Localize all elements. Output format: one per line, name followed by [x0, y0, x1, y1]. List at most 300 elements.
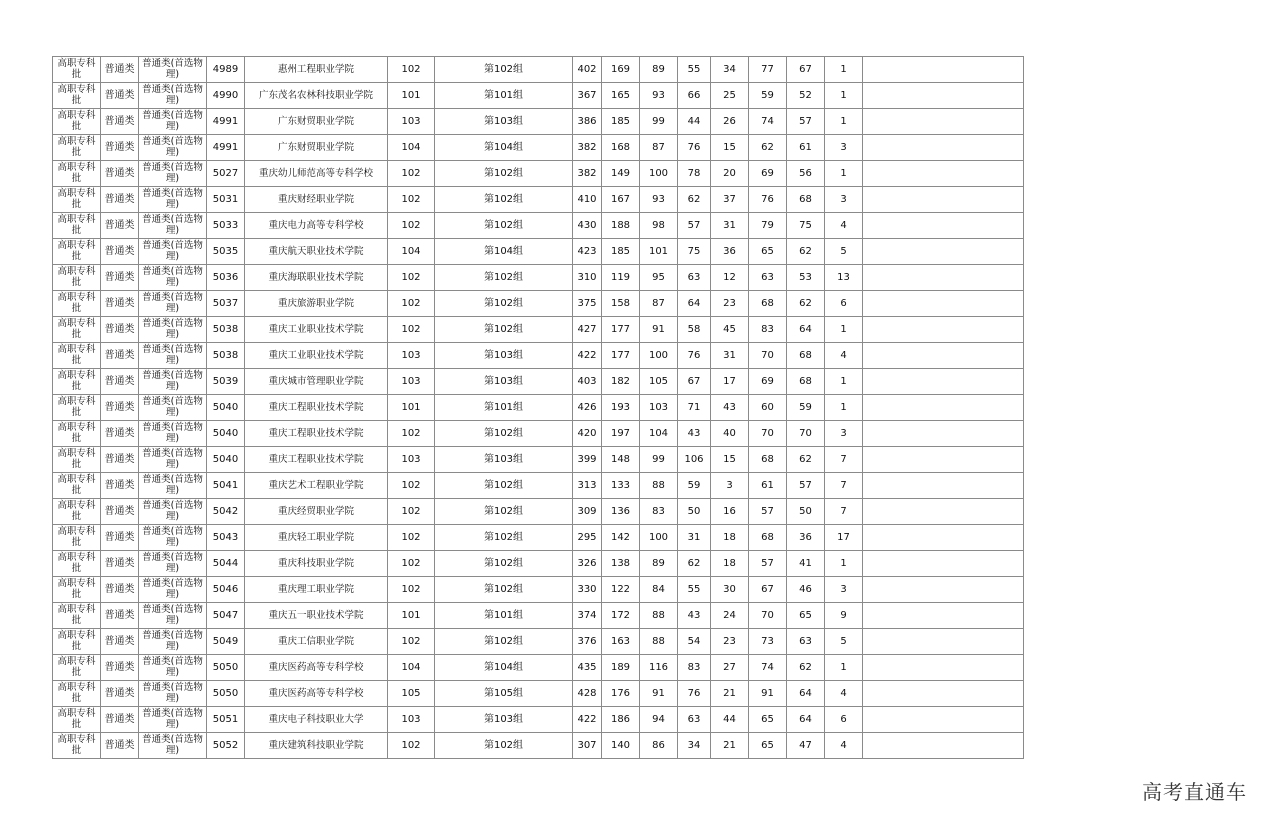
count-cell: 4: [825, 213, 863, 239]
score-col-6-cell: 70: [749, 603, 787, 629]
empty-cell: [863, 447, 1024, 473]
table-row: [53, 681, 1024, 707]
total-score-cell: 427: [573, 317, 602, 343]
subject-type-cell: 普通类(首选物理): [139, 447, 207, 473]
count-cell: 3: [825, 187, 863, 213]
score-col-3-cell: 100: [640, 525, 678, 551]
score-col-2-cell: 182: [602, 369, 640, 395]
school-code-cell: 4990: [207, 83, 245, 109]
table-row: [53, 733, 1024, 759]
score-col-4-cell: 43: [678, 421, 711, 447]
score-col-7-cell: 57: [787, 109, 825, 135]
score-col-4-cell: 55: [678, 57, 711, 83]
category-cell: 普通类: [101, 213, 139, 239]
table-row: [53, 447, 1024, 473]
group-name-cell: 第102组: [435, 551, 573, 577]
score-col-5-cell: 12: [711, 265, 749, 291]
score-col-2-cell: 169: [602, 57, 640, 83]
batch-cell: 高职专科批: [53, 603, 101, 629]
count-cell: 3: [825, 421, 863, 447]
subject-type-cell: 普通类(首选物理): [139, 213, 207, 239]
score-col-3-cell: 99: [640, 109, 678, 135]
score-col-6-cell: 57: [749, 499, 787, 525]
empty-cell: [863, 265, 1024, 291]
batch-cell: 高职专科批: [53, 655, 101, 681]
total-score-cell: 382: [573, 135, 602, 161]
batch-cell: 高职专科批: [53, 187, 101, 213]
group-code-cell: 102: [388, 733, 435, 759]
total-score-cell: 375: [573, 291, 602, 317]
watermark-text: 高考直通车: [1142, 780, 1247, 804]
empty-cell: [863, 109, 1024, 135]
school-name-cell: 重庆工信职业学院: [245, 629, 388, 655]
table-row: [53, 395, 1024, 421]
score-col-2-cell: 197: [602, 421, 640, 447]
school-code-cell: 4989: [207, 57, 245, 83]
empty-cell: [863, 213, 1024, 239]
count-cell: 1: [825, 369, 863, 395]
score-col-6-cell: 67: [749, 577, 787, 603]
count-cell: 6: [825, 707, 863, 733]
category-cell: 普通类: [101, 733, 139, 759]
count-cell: 1: [825, 109, 863, 135]
school-code-cell: 5047: [207, 603, 245, 629]
school-name-cell: 重庆理工职业学院: [245, 577, 388, 603]
group-name-cell: 第102组: [435, 57, 573, 83]
total-score-cell: 367: [573, 83, 602, 109]
subject-type-cell: 普通类(首选物理): [139, 629, 207, 655]
subject-type-cell: 普通类(首选物理): [139, 473, 207, 499]
subject-type-cell: 普通类(首选物理): [139, 577, 207, 603]
school-code-cell: 5044: [207, 551, 245, 577]
school-name-cell: 重庆幼儿师范高等专科学校: [245, 161, 388, 187]
score-col-4-cell: 62: [678, 187, 711, 213]
count-cell: 17: [825, 525, 863, 551]
batch-cell: 高职专科批: [53, 317, 101, 343]
category-cell: 普通类: [101, 603, 139, 629]
score-col-3-cell: 105: [640, 369, 678, 395]
score-col-5-cell: 21: [711, 733, 749, 759]
score-col-4-cell: 64: [678, 291, 711, 317]
group-code-cell: 102: [388, 499, 435, 525]
score-col-3-cell: 91: [640, 681, 678, 707]
group-name-cell: 第103组: [435, 109, 573, 135]
table-row: [53, 707, 1024, 733]
table-row: [53, 473, 1024, 499]
score-col-3-cell: 101: [640, 239, 678, 265]
school-code-cell: 5040: [207, 395, 245, 421]
score-col-4-cell: 66: [678, 83, 711, 109]
score-col-3-cell: 89: [640, 57, 678, 83]
score-col-7-cell: 47: [787, 733, 825, 759]
subject-type-cell: 普通类(首选物理): [139, 187, 207, 213]
batch-cell: 高职专科批: [53, 421, 101, 447]
total-score-cell: 428: [573, 681, 602, 707]
group-code-cell: 102: [388, 317, 435, 343]
category-cell: 普通类: [101, 135, 139, 161]
score-col-7-cell: 68: [787, 343, 825, 369]
category-cell: 普通类: [101, 577, 139, 603]
empty-cell: [863, 239, 1024, 265]
score-col-3-cell: 87: [640, 135, 678, 161]
score-col-2-cell: 168: [602, 135, 640, 161]
group-code-cell: 102: [388, 161, 435, 187]
batch-cell: 高职专科批: [53, 395, 101, 421]
score-col-6-cell: 65: [749, 239, 787, 265]
subject-type-cell: 普通类(首选物理): [139, 57, 207, 83]
batch-cell: 高职专科批: [53, 57, 101, 83]
score-col-6-cell: 68: [749, 291, 787, 317]
score-col-5-cell: 34: [711, 57, 749, 83]
empty-cell: [863, 161, 1024, 187]
score-col-6-cell: 79: [749, 213, 787, 239]
empty-cell: [863, 57, 1024, 83]
score-col-2-cell: 140: [602, 733, 640, 759]
score-col-5-cell: 37: [711, 187, 749, 213]
score-col-5-cell: 26: [711, 109, 749, 135]
count-cell: 6: [825, 291, 863, 317]
total-score-cell: 309: [573, 499, 602, 525]
total-score-cell: 420: [573, 421, 602, 447]
school-code-cell: 5039: [207, 369, 245, 395]
score-col-4-cell: 76: [678, 343, 711, 369]
category-cell: 普通类: [101, 551, 139, 577]
score-col-4-cell: 75: [678, 239, 711, 265]
score-col-7-cell: 41: [787, 551, 825, 577]
batch-cell: 高职专科批: [53, 681, 101, 707]
score-col-5-cell: 25: [711, 83, 749, 109]
group-name-cell: 第102组: [435, 577, 573, 603]
category-cell: 普通类: [101, 421, 139, 447]
category-cell: 普通类: [101, 629, 139, 655]
batch-cell: 高职专科批: [53, 577, 101, 603]
score-col-3-cell: 116: [640, 655, 678, 681]
score-col-5-cell: 24: [711, 603, 749, 629]
subject-type-cell: 普通类(首选物理): [139, 83, 207, 109]
score-col-2-cell: 186: [602, 707, 640, 733]
subject-type-cell: 普通类(首选物理): [139, 291, 207, 317]
batch-cell: 高职专科批: [53, 343, 101, 369]
count-cell: 7: [825, 447, 863, 473]
score-col-3-cell: 100: [640, 161, 678, 187]
school-name-cell: 重庆医药高等专科学校: [245, 655, 388, 681]
score-col-6-cell: 65: [749, 707, 787, 733]
total-score-cell: 326: [573, 551, 602, 577]
score-col-7-cell: 56: [787, 161, 825, 187]
school-name-cell: 重庆财经职业学院: [245, 187, 388, 213]
category-cell: 普通类: [101, 525, 139, 551]
score-col-6-cell: 73: [749, 629, 787, 655]
school-code-cell: 5040: [207, 421, 245, 447]
score-col-6-cell: 69: [749, 161, 787, 187]
score-col-4-cell: 34: [678, 733, 711, 759]
score-col-6-cell: 65: [749, 733, 787, 759]
group-name-cell: 第102组: [435, 473, 573, 499]
score-col-2-cell: 172: [602, 603, 640, 629]
count-cell: 1: [825, 655, 863, 681]
table-row: [53, 629, 1024, 655]
total-score-cell: 435: [573, 655, 602, 681]
score-col-3-cell: 93: [640, 187, 678, 213]
empty-cell: [863, 291, 1024, 317]
batch-cell: 高职专科批: [53, 135, 101, 161]
school-code-cell: 5038: [207, 343, 245, 369]
group-code-cell: 102: [388, 57, 435, 83]
category-cell: 普通类: [101, 447, 139, 473]
table-body: [53, 57, 1024, 759]
count-cell: 1: [825, 161, 863, 187]
table-row: [53, 369, 1024, 395]
group-code-cell: 102: [388, 213, 435, 239]
category-cell: 普通类: [101, 57, 139, 83]
school-code-cell: 5049: [207, 629, 245, 655]
school-code-cell: 5050: [207, 681, 245, 707]
score-col-5-cell: 30: [711, 577, 749, 603]
score-col-3-cell: 99: [640, 447, 678, 473]
score-col-7-cell: 53: [787, 265, 825, 291]
group-code-cell: 101: [388, 83, 435, 109]
category-cell: 普通类: [101, 265, 139, 291]
score-col-5-cell: 36: [711, 239, 749, 265]
score-col-2-cell: 189: [602, 655, 640, 681]
group-code-cell: 102: [388, 629, 435, 655]
group-name-cell: 第102组: [435, 213, 573, 239]
subject-type-cell: 普通类(首选物理): [139, 135, 207, 161]
score-col-6-cell: 62: [749, 135, 787, 161]
subject-type-cell: 普通类(首选物理): [139, 109, 207, 135]
school-code-cell: 5036: [207, 265, 245, 291]
score-col-4-cell: 76: [678, 681, 711, 707]
count-cell: 1: [825, 395, 863, 421]
table-row: [53, 109, 1024, 135]
score-col-6-cell: 61: [749, 473, 787, 499]
group-name-cell: 第104组: [435, 135, 573, 161]
school-code-cell: 5052: [207, 733, 245, 759]
subject-type-cell: 普通类(首选物理): [139, 707, 207, 733]
batch-cell: 高职专科批: [53, 551, 101, 577]
table-row: [53, 577, 1024, 603]
score-col-7-cell: 62: [787, 291, 825, 317]
score-col-5-cell: 40: [711, 421, 749, 447]
subject-type-cell: 普通类(首选物理): [139, 317, 207, 343]
group-code-cell: 103: [388, 109, 435, 135]
school-code-cell: 5038: [207, 317, 245, 343]
school-name-cell: 广东财贸职业学院: [245, 109, 388, 135]
group-name-cell: 第102组: [435, 733, 573, 759]
school-name-cell: 广东财贸职业学院: [245, 135, 388, 161]
score-col-6-cell: 59: [749, 83, 787, 109]
subject-type-cell: 普通类(首选物理): [139, 421, 207, 447]
total-score-cell: 426: [573, 395, 602, 421]
score-col-4-cell: 67: [678, 369, 711, 395]
table-row: [53, 317, 1024, 343]
empty-cell: [863, 473, 1024, 499]
score-col-2-cell: 193: [602, 395, 640, 421]
school-code-cell: 5033: [207, 213, 245, 239]
table-row: [53, 655, 1024, 681]
score-col-6-cell: 74: [749, 109, 787, 135]
score-col-7-cell: 46: [787, 577, 825, 603]
count-cell: 1: [825, 317, 863, 343]
table-row: [53, 525, 1024, 551]
group-code-cell: 104: [388, 135, 435, 161]
score-col-5-cell: 20: [711, 161, 749, 187]
subject-type-cell: 普通类(首选物理): [139, 395, 207, 421]
total-score-cell: 403: [573, 369, 602, 395]
empty-cell: [863, 421, 1024, 447]
score-col-5-cell: 23: [711, 629, 749, 655]
score-col-7-cell: 64: [787, 317, 825, 343]
school-name-cell: 重庆艺术工程职业学院: [245, 473, 388, 499]
group-name-cell: 第103组: [435, 369, 573, 395]
count-cell: 7: [825, 499, 863, 525]
score-col-2-cell: 122: [602, 577, 640, 603]
score-col-2-cell: 167: [602, 187, 640, 213]
school-name-cell: 广东茂名农林科技职业学院: [245, 83, 388, 109]
score-col-3-cell: 93: [640, 83, 678, 109]
empty-cell: [863, 551, 1024, 577]
empty-cell: [863, 369, 1024, 395]
score-col-5-cell: 43: [711, 395, 749, 421]
total-score-cell: 430: [573, 213, 602, 239]
count-cell: 13: [825, 265, 863, 291]
score-col-2-cell: 163: [602, 629, 640, 655]
category-cell: 普通类: [101, 161, 139, 187]
score-col-6-cell: 60: [749, 395, 787, 421]
score-col-3-cell: 87: [640, 291, 678, 317]
score-col-5-cell: 15: [711, 447, 749, 473]
school-code-cell: 4991: [207, 109, 245, 135]
score-col-6-cell: 70: [749, 343, 787, 369]
score-col-5-cell: 18: [711, 525, 749, 551]
group-code-cell: 101: [388, 603, 435, 629]
group-code-cell: 103: [388, 707, 435, 733]
score-col-3-cell: 100: [640, 343, 678, 369]
total-score-cell: 295: [573, 525, 602, 551]
score-col-7-cell: 59: [787, 395, 825, 421]
category-cell: 普通类: [101, 239, 139, 265]
score-col-4-cell: 57: [678, 213, 711, 239]
score-col-3-cell: 88: [640, 603, 678, 629]
score-col-3-cell: 83: [640, 499, 678, 525]
score-col-5-cell: 44: [711, 707, 749, 733]
score-col-3-cell: 98: [640, 213, 678, 239]
score-col-3-cell: 88: [640, 473, 678, 499]
school-name-cell: 重庆电子科技职业大学: [245, 707, 388, 733]
subject-type-cell: 普通类(首选物理): [139, 525, 207, 551]
school-name-cell: 重庆海联职业技术学院: [245, 265, 388, 291]
school-name-cell: 重庆航天职业技术学院: [245, 239, 388, 265]
group-code-cell: 102: [388, 265, 435, 291]
score-col-2-cell: 158: [602, 291, 640, 317]
score-col-4-cell: 58: [678, 317, 711, 343]
score-col-7-cell: 62: [787, 655, 825, 681]
empty-cell: [863, 655, 1024, 681]
school-name-cell: 重庆经贸职业学院: [245, 499, 388, 525]
score-col-6-cell: 70: [749, 421, 787, 447]
score-col-3-cell: 91: [640, 317, 678, 343]
school-code-cell: 4991: [207, 135, 245, 161]
score-col-4-cell: 55: [678, 577, 711, 603]
score-col-4-cell: 50: [678, 499, 711, 525]
batch-cell: 高职专科批: [53, 733, 101, 759]
group-code-cell: 102: [388, 187, 435, 213]
group-name-cell: 第101组: [435, 603, 573, 629]
count-cell: 9: [825, 603, 863, 629]
table-row: [53, 239, 1024, 265]
subject-type-cell: 普通类(首选物理): [139, 265, 207, 291]
score-col-3-cell: 88: [640, 629, 678, 655]
score-col-7-cell: 52: [787, 83, 825, 109]
group-name-cell: 第102组: [435, 161, 573, 187]
score-col-2-cell: 177: [602, 343, 640, 369]
score-col-2-cell: 165: [602, 83, 640, 109]
score-col-2-cell: 142: [602, 525, 640, 551]
score-col-4-cell: 106: [678, 447, 711, 473]
score-col-7-cell: 67: [787, 57, 825, 83]
group-code-cell: 104: [388, 655, 435, 681]
score-col-6-cell: 57: [749, 551, 787, 577]
score-col-7-cell: 68: [787, 187, 825, 213]
total-score-cell: 386: [573, 109, 602, 135]
empty-cell: [863, 707, 1024, 733]
total-score-cell: 330: [573, 577, 602, 603]
table-row: [53, 135, 1024, 161]
batch-cell: 高职专科批: [53, 291, 101, 317]
group-code-cell: 105: [388, 681, 435, 707]
table-row: [53, 83, 1024, 109]
batch-cell: 高职专科批: [53, 707, 101, 733]
group-name-cell: 第102组: [435, 265, 573, 291]
school-name-cell: 重庆工程职业技术学院: [245, 395, 388, 421]
score-col-2-cell: 148: [602, 447, 640, 473]
group-code-cell: 103: [388, 369, 435, 395]
score-col-4-cell: 43: [678, 603, 711, 629]
empty-cell: [863, 135, 1024, 161]
score-col-4-cell: 63: [678, 265, 711, 291]
school-code-cell: 5043: [207, 525, 245, 551]
batch-cell: 高职专科批: [53, 369, 101, 395]
count-cell: 4: [825, 733, 863, 759]
score-col-3-cell: 103: [640, 395, 678, 421]
count-cell: 5: [825, 239, 863, 265]
score-col-5-cell: 45: [711, 317, 749, 343]
score-col-5-cell: 27: [711, 655, 749, 681]
score-col-4-cell: 31: [678, 525, 711, 551]
group-code-cell: 103: [388, 343, 435, 369]
table-row: [53, 187, 1024, 213]
empty-cell: [863, 577, 1024, 603]
score-col-3-cell: 86: [640, 733, 678, 759]
score-col-6-cell: 68: [749, 447, 787, 473]
school-name-cell: 重庆工业职业技术学院: [245, 317, 388, 343]
total-score-cell: 422: [573, 343, 602, 369]
school-code-cell: 5040: [207, 447, 245, 473]
group-name-cell: 第103组: [435, 447, 573, 473]
school-name-cell: 重庆工程职业技术学院: [245, 447, 388, 473]
subject-type-cell: 普通类(首选物理): [139, 655, 207, 681]
batch-cell: 高职专科批: [53, 447, 101, 473]
score-col-2-cell: 119: [602, 265, 640, 291]
group-name-cell: 第103组: [435, 707, 573, 733]
group-name-cell: 第102组: [435, 421, 573, 447]
table-row: [53, 551, 1024, 577]
empty-cell: [863, 525, 1024, 551]
score-col-4-cell: 71: [678, 395, 711, 421]
category-cell: 普通类: [101, 707, 139, 733]
total-score-cell: 410: [573, 187, 602, 213]
count-cell: 3: [825, 135, 863, 161]
